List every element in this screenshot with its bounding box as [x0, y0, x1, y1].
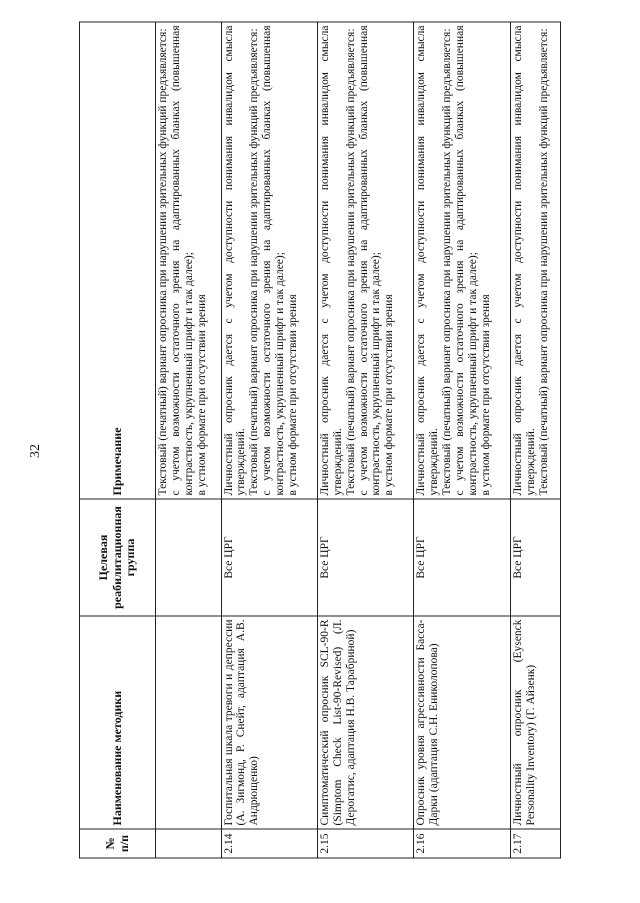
row-number: 2.15 [317, 829, 413, 858]
notes-cell [221, 22, 317, 499]
methods-table [79, 22, 561, 859]
note-line: Личностный опросник дается с учетом доступности понимания инвалидом смысла утверждений. [511, 25, 537, 496]
note-line: Личностный опросник дается с учетом доступности понимания инвалидом смысла утверждений. [222, 25, 248, 496]
note-line: с учетом возможности остаточного зрения на адаптированных бланках (повышенная контрастность, укрупненный шрифт и так далее); [454, 25, 479, 496]
method-name: Симптоматический опросник SCL-90-R (Simptom Check List-90-Revised) (Л. Дерогатис, адаптация Н.В. Тарабриной) [317, 616, 413, 829]
note-line: в устном формате при отсутствии зрения [286, 294, 299, 496]
note-line: Текстовый (печатный) вариант опросника при нарушении зрительных функций предъявляется: [537, 28, 550, 496]
header-target-group: Целевая реабилитационная группа [80, 499, 156, 616]
note-line: Личностный опросник дается с учетом доступности понимания инвалидом смысла утверждений. [318, 25, 344, 496]
notes-cell [510, 22, 560, 499]
method-name: Личностный опросник (Eysenck Personality Inventory) (Г. Айзенк) [510, 616, 560, 829]
row-number [156, 829, 222, 858]
note-line: с учетом возможности остаточного зрения на адаптированных бланках (повышенная контрастность, укрупненный шрифт и так далее); [357, 25, 383, 496]
target-group: Все ЦРГ [414, 499, 510, 616]
table-row [221, 22, 317, 858]
note-line: в устном формате при отсутствии зрения [479, 294, 492, 496]
table-header-row [80, 22, 156, 858]
note-line: с учетом возможности остаточного зрения на адаптированных бланках (повышенная контрастность, укрупненный шрифт и так далее); [261, 25, 287, 496]
note-line: с учетом возможности остаточного зрения на адаптированных бланках (повышенная контрастность, укрупненный шрифт и так далее); [169, 25, 195, 496]
note-line: в устном формате при отсутствии зрения [383, 294, 396, 496]
note-line: Личностный опросник дается с учетом доступности понимания инвалидом смысла утверждений. [415, 25, 441, 496]
rotated-table-container [79, 22, 561, 859]
header-notes: Примечание [80, 22, 156, 499]
notes-cell [317, 22, 413, 499]
target-group: Все ЦРГ [221, 499, 317, 616]
note-line: Текстовый (печатный) вариант опросника при нарушении зрительных функций предъявляется: [248, 28, 261, 496]
method-name: Опросник уровня агрессивности Басса-Дарки (адаптация С.Н. Ениколопова) [414, 616, 510, 829]
method-name [156, 616, 222, 829]
table-body [156, 22, 561, 858]
target-group: Все ЦРГ [317, 499, 413, 616]
notes-cell [414, 22, 510, 499]
note-line: Текстовый (печатный) вариант опросника при нарушении зрительных функций предъявляется: [344, 28, 357, 496]
row-number: 2.17 [510, 829, 560, 858]
method-name: Госпитальная шкала тревоги и депрессии (А. Зигмонд, Р. Снейт, адаптация А.В. Андрющенко) [221, 616, 317, 829]
table-row [510, 22, 560, 858]
note-line: Текстовый (печатный) вариант опросника при нарушении зрительных функций предъявляется: [157, 28, 169, 496]
notes-cell [156, 22, 222, 499]
table-row [414, 22, 510, 858]
header-method-name: Наименование методики [80, 616, 156, 829]
table-row [317, 22, 413, 858]
target-group: Все ЦРГ [510, 499, 560, 616]
page-number: 32 [28, 444, 43, 458]
table-row [156, 22, 222, 858]
row-number: 2.16 [414, 829, 510, 858]
target-group [156, 499, 222, 616]
row-number: 2.14 [221, 829, 317, 858]
note-line: Текстовый (печатный) вариант опросника при нарушении зрительных функций предъявляется: [441, 28, 454, 496]
note-line: в устном формате при отсутствии зрения [195, 294, 208, 496]
header-number: № п/п [80, 829, 156, 858]
